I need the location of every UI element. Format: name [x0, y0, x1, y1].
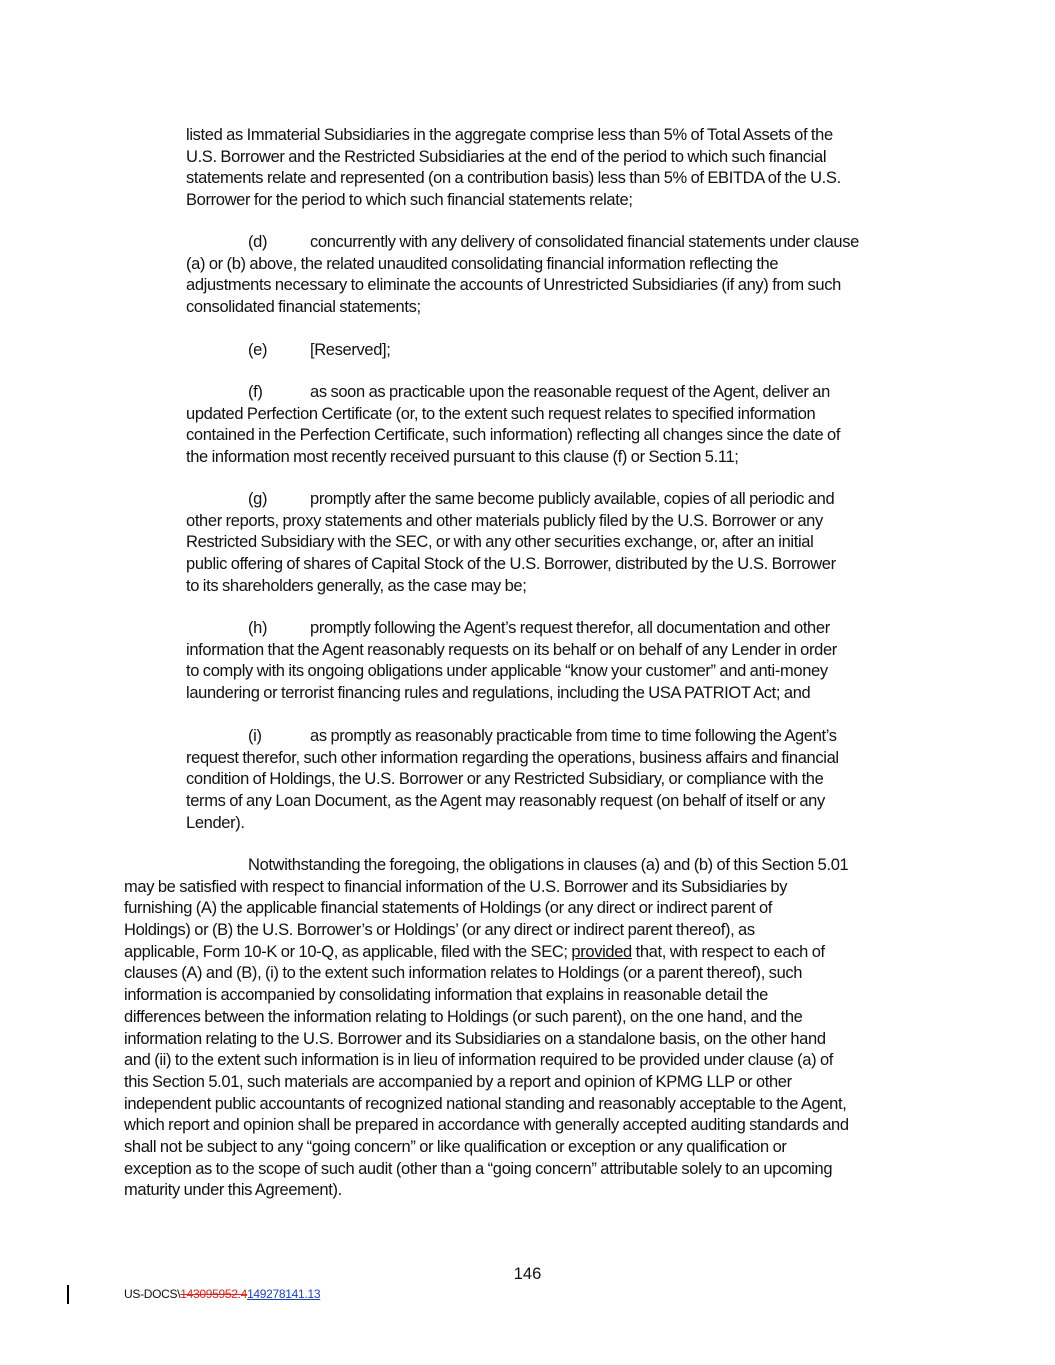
- clause-first-line: [186, 382, 840, 404]
- change-bar: [67, 1285, 69, 1304]
- clause-text: promptly following the Agent’s request therefor, all documentation and other: [310, 619, 830, 637]
- text-line: Restricted Subsidiary with the SEC, or with any other securities exchange, or, after an initial: [186, 533, 814, 552]
- clause-marker: (e): [248, 341, 268, 359]
- proviso-post: that, with respect to each of: [631, 942, 825, 961]
- footer-deleted-id: 143095952.4: [180, 1287, 248, 1301]
- text-line: contained in the Perfection Certificate, such information) reflecting all changes since the date of: [186, 426, 841, 445]
- clause-text: as promptly as reasonably practicable from time to time following the Agent’s: [310, 727, 837, 745]
- clause-i: [186, 726, 839, 834]
- clause-first-line: [186, 726, 839, 748]
- clause-h: [186, 618, 837, 705]
- page-number: 146: [513, 1265, 542, 1283]
- text-line: listed as Immaterial Subsidiaries in the aggregate comprise less than 5% of Total Assets of the: [186, 126, 833, 144]
- text-line: shall not be subject to any “going concern” or like qualification or exception or any qualification or: [124, 1137, 787, 1156]
- footer-inserted-id: 149278141.13: [247, 1287, 321, 1301]
- text-line: public offering of shares of Capital Stock of the U.S. Borrower, distributed by the U.S. Borrower: [186, 555, 836, 574]
- clause-marker: (h): [248, 619, 268, 637]
- text-line: may be satisfied with respect to financial information of the U.S. Borrower and its Subsidiaries by: [124, 877, 788, 896]
- clause-first-line: [186, 618, 837, 640]
- text-line: which report and opinion shall be prepared in accordance with generally accepted auditing standards and: [124, 1116, 849, 1135]
- text-line: Borrower for the period to which such financial statements relate;: [186, 191, 633, 210]
- text-line: (a) or (b) above, the related unaudited consolidating financial information reflecting the: [186, 254, 779, 273]
- clause-g: [186, 489, 836, 597]
- clause-marker: (i): [248, 727, 262, 745]
- notwithstanding-paragraph: [124, 855, 849, 1202]
- text-line: independent public accountants of recognized national standing and reasonably acceptable to the Agent,: [124, 1094, 847, 1113]
- clause-e: [186, 340, 391, 362]
- text-line: clauses (A) and (B), (i) to the extent such information relates to Holdings (or a parent thereof), such: [124, 964, 803, 983]
- clause-marker: (g): [248, 490, 268, 508]
- text-line: adjustments necessary to eliminate the accounts of Unrestricted Subsidiaries (if any) from such: [186, 276, 841, 295]
- intro-paragraph: [186, 125, 841, 212]
- clause-f: [186, 382, 840, 469]
- text-line: exception as to the scope of such audit (other than a “going concern” attributable solely to an upcoming: [124, 1159, 833, 1178]
- text-line: this Section 5.01, such materials are accompanied by a report and opinion of KPMG LLP or other: [124, 1072, 792, 1091]
- text-line: to comply with its ongoing obligations under applicable “know your customer” and anti-money: [186, 662, 828, 681]
- text-line: U.S. Borrower and the Restricted Subsidiaries at the end of the period to which such financial: [186, 147, 827, 166]
- text-line: Holdings) or (B) the U.S. Borrower’s or Holdings’ (or any direct or indirect parent thereof), as: [124, 921, 755, 940]
- clause-text: promptly after the same become publicly available, copies of all periodic and: [310, 490, 835, 508]
- clause-text: [Reserved];: [310, 341, 391, 359]
- text-line: updated Perfection Certificate (or, to the extent such request relates to specified information: [186, 404, 816, 423]
- clause-marker: (f): [248, 383, 263, 401]
- proviso-line: [124, 942, 849, 964]
- text-line: differences between the information relating to Holdings (or such parent), on the one hand, and the: [124, 1007, 803, 1026]
- text-line: condition of Holdings, the U.S. Borrower or any Restricted Subsidiary, or compliance with the: [186, 770, 824, 789]
- text-line: statements relate and represented (on a contribution basis) less than 5% of EBITDA of the U.S.: [186, 169, 841, 188]
- clause-marker: (d): [248, 233, 268, 251]
- clause-d: [186, 232, 859, 319]
- text-line: consolidated financial statements;: [186, 298, 421, 317]
- text-line: maturity under this Agreement).: [124, 1181, 342, 1200]
- text-line: information is accompanied by consolidating information that explains in reasonable detail the: [124, 986, 769, 1005]
- text-line: the information most recently received pursuant to this clause (f) or Section 5.11;: [186, 448, 739, 467]
- clause-text: as soon as practicable upon the reasonable request of the Agent, deliver an: [310, 383, 830, 401]
- clause-first-line: [186, 489, 836, 511]
- text-line: Lender).: [186, 813, 245, 832]
- text-line: and (ii) to the extent such information is in lieu of information required to be provided under clause (a) of: [124, 1051, 834, 1070]
- clause-first-line: [186, 340, 391, 362]
- text-line: laundering or terrorist financing rules and regulations, including the USA PATRIOT Act; and: [186, 684, 811, 703]
- text-line: request therefor, such other information regarding the operations, business affairs and financial: [186, 748, 839, 767]
- text-line: to its shareholders generally, as the case may be;: [186, 576, 527, 595]
- clause-first-line: [186, 232, 859, 254]
- footer-prefix: US-DOCS\: [124, 1287, 181, 1301]
- text-line: information relating to the U.S. Borrower and its Subsidiaries on a standalone basis, on the other hand: [124, 1029, 826, 1048]
- proviso-pre: applicable, Form 10-K or 10-Q, as applicable, filed with the SEC;: [124, 942, 572, 961]
- text-line: other reports, proxy statements and other materials publicly filed by the U.S. Borrower or any: [186, 511, 823, 530]
- text-line: information that the Agent reasonably requests on its behalf or on behalf of any Lender in order: [186, 640, 837, 659]
- text-line: Notwithstanding the foregoing, the obligations in clauses (a) and (b) of this Section 5.01: [248, 856, 849, 874]
- text-line: furnishing (A) the applicable financial statements of Holdings (or any direct or indirect parent of: [124, 899, 773, 918]
- clause-text: concurrently with any delivery of consolidated financial statements under clause: [310, 233, 859, 251]
- proviso-word: provided: [571, 942, 632, 961]
- document-footer: [124, 1287, 320, 1301]
- text-line: terms of any Loan Document, as the Agent may reasonably request (on behalf of itself or any: [186, 792, 825, 811]
